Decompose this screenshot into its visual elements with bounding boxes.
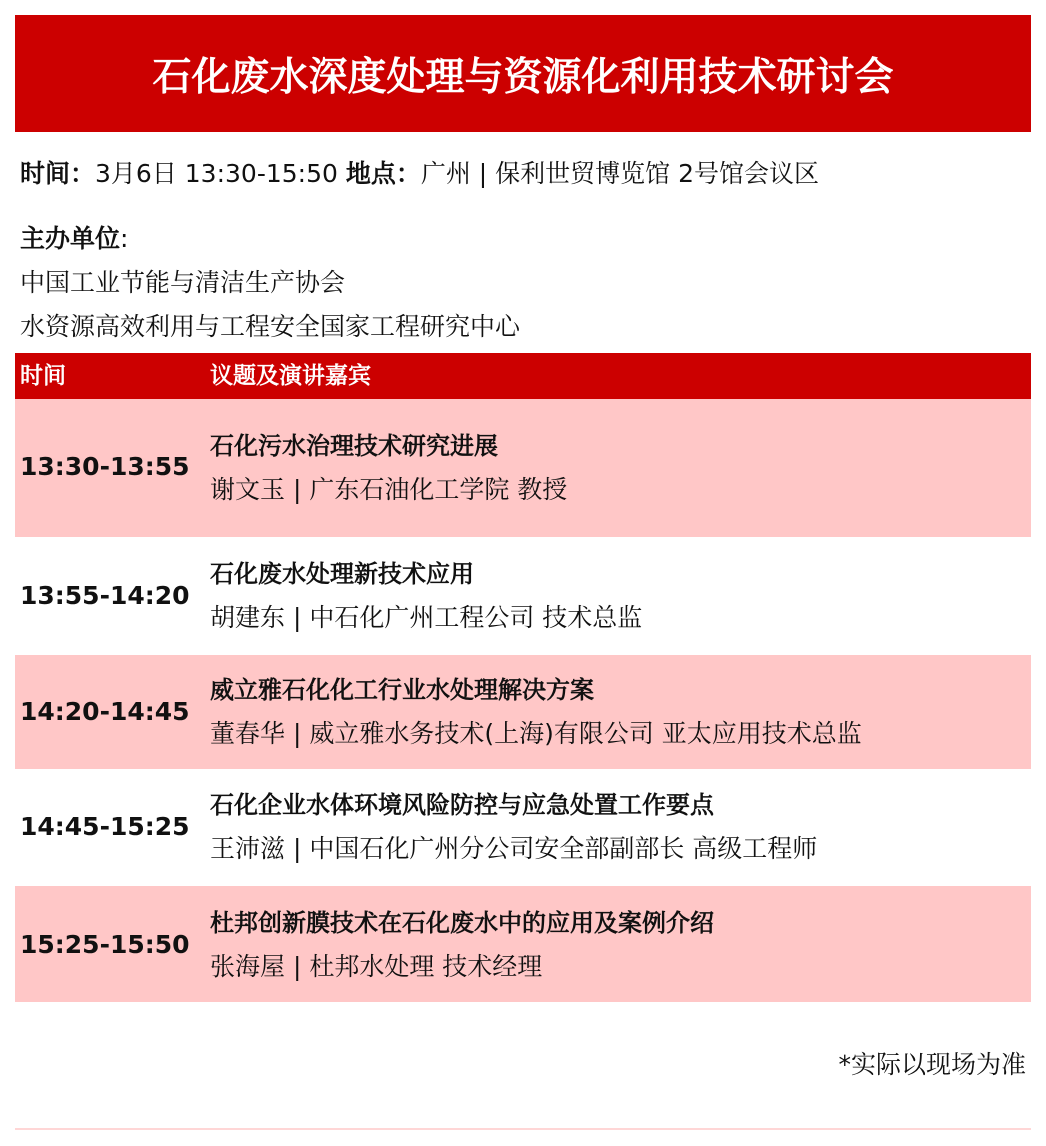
row-time: 13:55-14:20 — [20, 581, 190, 610]
row-topic: 石化污水治理技术研究进展 — [210, 432, 498, 460]
table-row — [15, 399, 1031, 537]
event-info — [20, 157, 819, 191]
disclaimer-note: *实际以现场为准 — [838, 1050, 1026, 1079]
row-time: 14:45-15:25 — [20, 812, 190, 841]
row-speaker: 胡建东 | 中石化广州工程公司 技术总监 — [210, 603, 643, 632]
row-speaker: 谢文玉 | 广东石油化工学院 教授 — [210, 475, 568, 504]
column-header-time: 时间 — [20, 363, 66, 389]
table-row — [15, 769, 1031, 886]
row-topic: 威立雅石化化工行业水处理解决方案 — [210, 676, 594, 704]
schedule-table-header — [15, 353, 1031, 399]
organizer-item: 中国工业节能与清洁生产协会 — [20, 268, 346, 297]
column-header-topic: 议题及演讲嘉宾 — [210, 363, 371, 389]
organizers-colon: : — [120, 224, 129, 253]
row-topic: 石化企业水体环境风险防控与应急处置工作要点 — [210, 791, 714, 819]
page-title: 石化废水深度处理与资源化利用技术研讨会 — [152, 54, 894, 100]
bottom-divider — [15, 1128, 1031, 1130]
row-topic: 石化废水处理新技术应用 — [210, 560, 474, 588]
title-banner — [15, 15, 1031, 132]
table-row — [15, 886, 1031, 1002]
row-speaker: 董春华 | 威立雅水务技术(上海)有限公司 亚太应用技术总监 — [210, 719, 862, 748]
place-label: 地点： — [345, 159, 421, 188]
time-value: 3月6日 13:30-15:50 — [95, 159, 338, 188]
table-row — [15, 537, 1031, 655]
time-label: 时间： — [20, 159, 96, 188]
row-speaker: 王沛滋 | 中国石化广州分公司安全部副部长 高级工程师 — [210, 834, 818, 863]
row-time: 13:30-13:55 — [20, 452, 190, 481]
row-speaker: 张海屋 | 杜邦水处理 技术经理 — [210, 952, 543, 981]
table-row — [15, 655, 1031, 769]
organizers-heading — [20, 222, 128, 256]
organizer-item: 水资源高效利用与工程安全国家工程研究中心 — [20, 312, 521, 341]
row-topic: 杜邦创新膜技术在石化废水中的应用及案例介绍 — [210, 909, 714, 937]
organizers-label: 主办单位 — [20, 224, 121, 253]
row-time: 15:25-15:50 — [20, 930, 190, 959]
place-value: 广州 | 保利世贸博览馆 2号馆会议区 — [420, 159, 820, 188]
row-time: 14:20-14:45 — [20, 697, 190, 726]
